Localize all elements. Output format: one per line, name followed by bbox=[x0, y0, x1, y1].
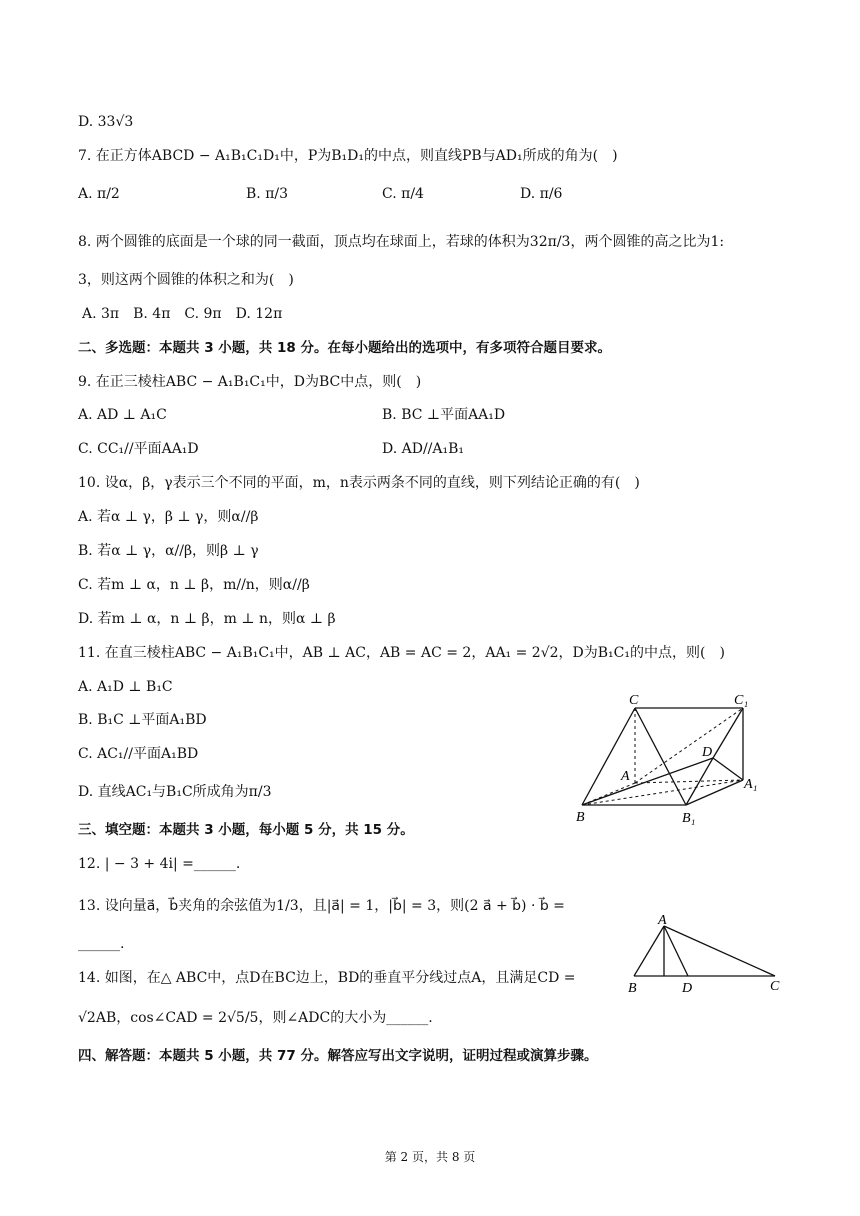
q7-option-b: B. π/3 bbox=[246, 186, 289, 202]
prism-label-b: B bbox=[576, 810, 585, 825]
prism-label-a: A bbox=[621, 769, 630, 784]
prism-label-a1: A₁ bbox=[744, 777, 758, 792]
q11-option-b: B. B₁C ⊥平面A₁BD bbox=[78, 712, 207, 728]
q11-option-d: D. 直线AC₁与B₁C所成角为π/3 bbox=[78, 784, 272, 800]
prism-label-c: C bbox=[629, 693, 639, 708]
triangle-figure bbox=[620, 912, 795, 997]
q7-option-a: A. π/2 bbox=[78, 186, 120, 202]
q7-option-d: D. π/6 bbox=[520, 186, 563, 202]
q9-option-d: D. AD//A₁B₁ bbox=[382, 441, 465, 457]
q9-option-c: C. CC₁//平面AA₁D bbox=[78, 441, 199, 457]
question-11: 11. 在直三棱柱ABC − A₁B₁C₁中，AB ⊥ AC，AB = AC = 2，AA₁ = 2√2，D为B₁C₁的中点，则( ) bbox=[78, 645, 725, 661]
q7-option-c: C. π/4 bbox=[382, 186, 424, 202]
tri-label-d: D bbox=[682, 981, 693, 996]
question-12: 12. | − 3 + 4i| =______. bbox=[78, 856, 241, 872]
prism-label-b1: B₁ bbox=[682, 811, 696, 826]
question-8-line1: 8. 两个圆锥的底面是一个球的同一截面，顶点均在球面上，若球的体积为32π/3，两个圆锥的高之比为1: bbox=[78, 234, 725, 250]
prism-label-c1: C₁ bbox=[734, 693, 749, 708]
question-14-line1: 14. 如图，在△ ABC中，点D在BC边上，BD的垂直平分线过点A，且满足CD = bbox=[78, 970, 576, 986]
q9-option-a: A. AD ⊥ A₁C bbox=[78, 407, 167, 423]
q10-option-a: A. 若α ⊥ γ，β ⊥ γ，则α//β bbox=[78, 509, 259, 525]
question-14-line2: √2AB，cos∠CAD = 2√5/5，则∠ADC的大小为______. bbox=[78, 1010, 433, 1026]
question-7: 7. 在正方体ABCD − A₁B₁C₁D₁中，P为B₁D₁的中点，则直线PB与AD₁所成的角为( ) bbox=[78, 148, 618, 164]
question-13-line1: 13. 设向量a⃗，b⃗夹角的余弦值为1/3，且|a⃗| = 1，|b⃗| = 3，则(2 a⃗ + b⃗) · b⃗ = bbox=[78, 898, 565, 914]
tri-label-c: C bbox=[770, 979, 780, 994]
option-d-q6: D. 33√3 bbox=[78, 114, 134, 130]
q8-options: A. 3π B. 4π C. 9π D. 12π bbox=[82, 306, 283, 322]
q10-option-b: B. 若α ⊥ γ，α//β，则β ⊥ γ bbox=[78, 543, 259, 559]
question-10: 10. 设α，β，γ表示三个不同的平面，m，n表示两条不同的直线，则下列结论正确的有( ) bbox=[78, 475, 640, 491]
q10-option-c: C. 若m ⊥ α，n ⊥ β，m//n，则α//β bbox=[78, 577, 310, 593]
prism-label-d: D bbox=[702, 745, 713, 760]
q11-option-a: A. A₁D ⊥ B₁C bbox=[78, 679, 173, 695]
q10-option-d: D. 若m ⊥ α，n ⊥ β，m ⊥ n，则α ⊥ β bbox=[78, 611, 336, 627]
section-4-heading: 四、解答题：本题共 5 小题，共 77 分。解答应写出文字说明，证明过程或演算步骤。 bbox=[78, 1048, 598, 1064]
q11-option-c: C. AC₁//平面A₁BD bbox=[78, 746, 199, 762]
tri-label-b: B bbox=[628, 981, 637, 996]
question-8-line2: 3，则这两个圆锥的体积之和为( ) bbox=[78, 272, 294, 288]
section-2-heading: 二、多选题：本题共 3 小题，共 18 分。在每小题给出的选项中，有多项符合题目要求。 bbox=[78, 340, 611, 356]
tri-label-a: A bbox=[658, 913, 667, 928]
prism-figure bbox=[568, 688, 768, 828]
question-9: 9. 在正三棱柱ABC − A₁B₁C₁中，D为BC中点，则( ) bbox=[78, 374, 422, 390]
section-3-heading: 三、填空题：本题共 3 小题，每小题 5 分，共 15 分。 bbox=[78, 822, 414, 838]
q9-option-b: B. BC ⊥平面AA₁D bbox=[382, 407, 506, 423]
page-footer: 第 2 页，共 8 页 bbox=[384, 1150, 476, 1164]
question-13-line2: ______. bbox=[78, 936, 125, 952]
